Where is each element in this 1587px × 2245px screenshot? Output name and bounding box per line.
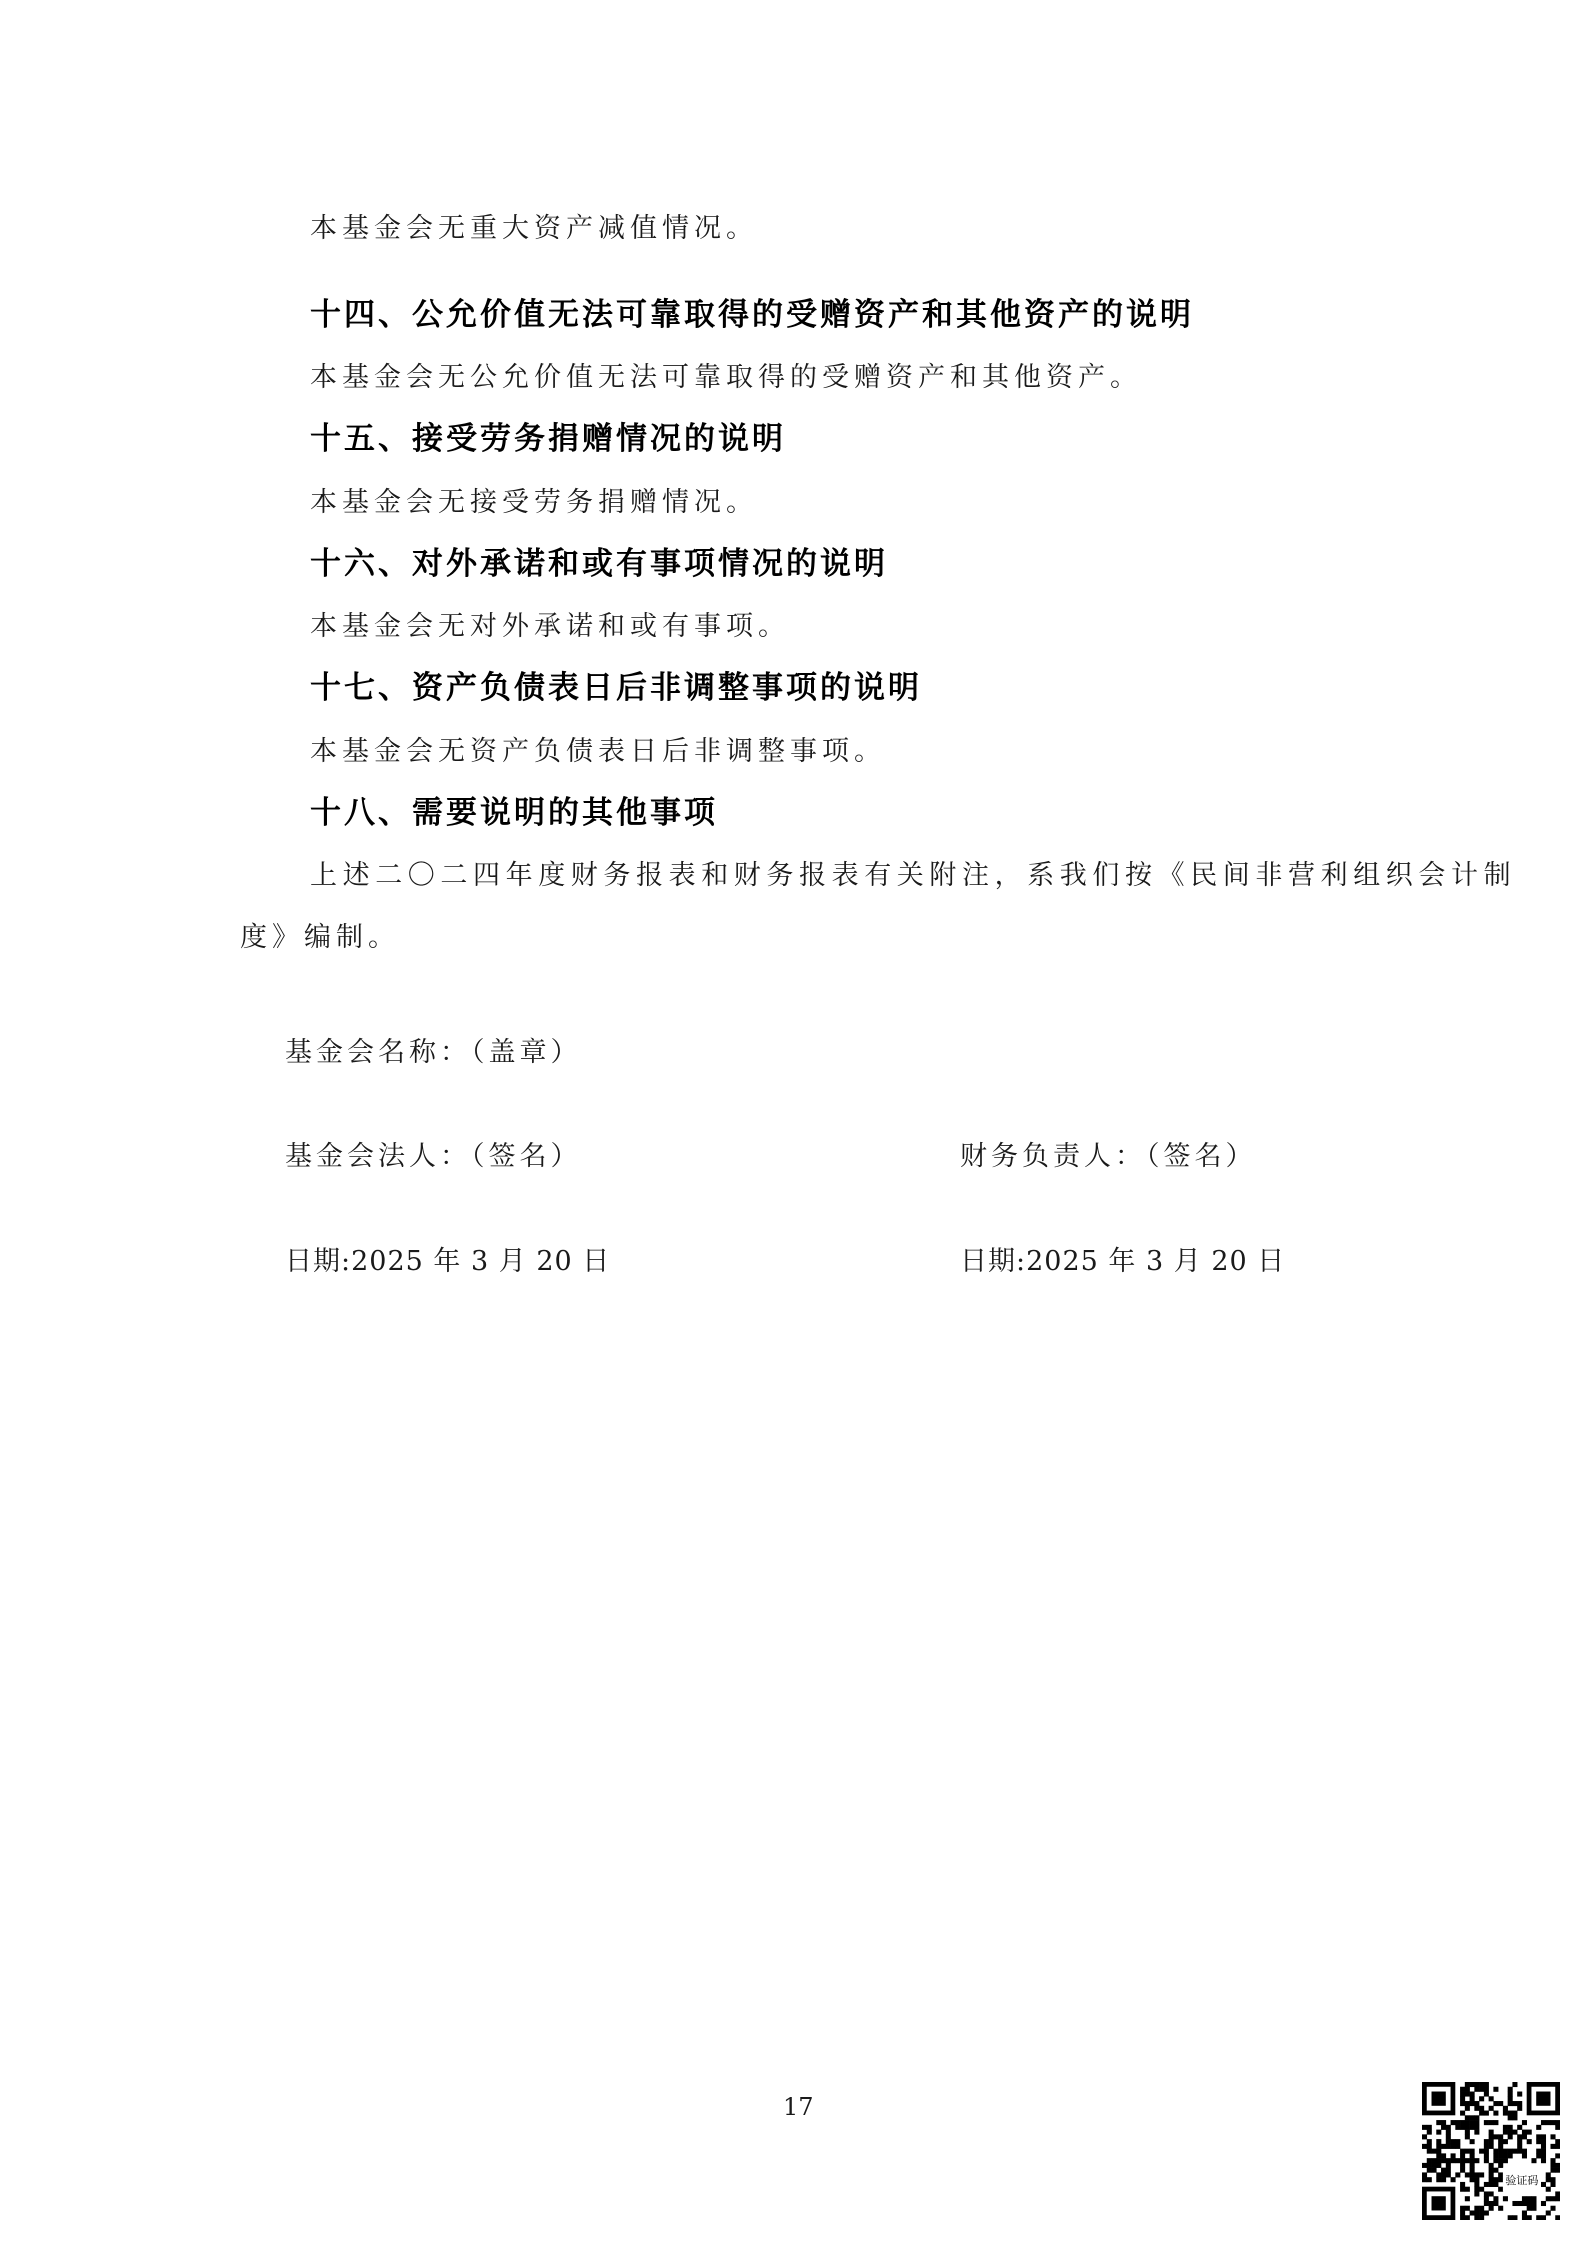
- paragraph-18-body-line-2: 度》编制。: [240, 922, 400, 953]
- section-14-heading: 十四、公允价值无法可靠取得的受赠资产和其他资产的说明: [310, 297, 1194, 333]
- date-left: 日期:2025 年 3 月 20 日: [285, 1246, 611, 1277]
- paragraph-18-body-line-1: 上述二〇二四年度财务报表和财务报表有关附注，系我们按《民间非营利组织会计制: [310, 860, 1517, 891]
- legal-representative-signature: 基金会法人：（签名）: [285, 1141, 582, 1172]
- section-15-heading: 十五、接受劳务捐赠情况的说明: [310, 421, 786, 457]
- paragraph-16-body: 本基金会无对外承诺和或有事项。: [310, 611, 790, 642]
- finance-head-signature: 财务负责人：（签名）: [960, 1141, 1257, 1172]
- section-17-heading: 十七、资产负债表日后非调整事项的说明: [310, 670, 922, 706]
- qr-code-graphic: [1422, 2082, 1560, 2220]
- foundation-name-seal: 基金会名称：（盖章）: [285, 1037, 582, 1068]
- page-number: 17: [783, 2093, 814, 2121]
- qr-code-icon[interactable]: [1422, 2082, 1560, 2220]
- section-18-heading: 十八、需要说明的其他事项: [310, 795, 718, 831]
- paragraph-13-body: 本基金会无重大资产减值情况。: [310, 213, 758, 244]
- date-right: 日期:2025 年 3 月 20 日: [960, 1246, 1286, 1277]
- section-16-heading: 十六、对外承诺和或有事项情况的说明: [310, 546, 888, 582]
- paragraph-15-body: 本基金会无接受劳务捐赠情况。: [310, 487, 758, 518]
- paragraph-14-body: 本基金会无公允价值无法可靠取得的受赠资产和其他资产。: [310, 362, 1142, 393]
- paragraph-17-body: 本基金会无资产负债表日后非调整事项。: [310, 736, 886, 767]
- qr-overlay-label: 验证码: [1505, 2173, 1539, 2187]
